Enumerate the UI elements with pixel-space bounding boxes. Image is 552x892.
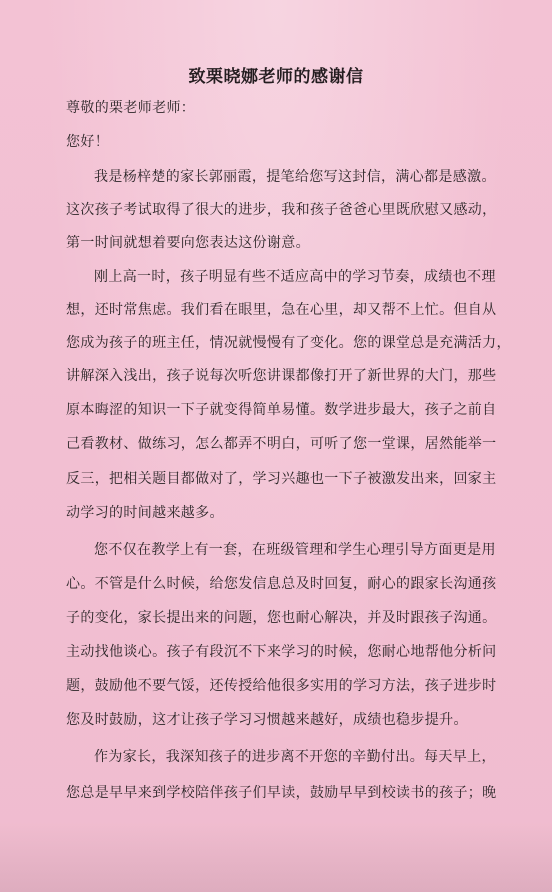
letter-line: 主动找他谈心。孩子有段沉不下来学习的时候，您耐心地帮他分析问 bbox=[66, 644, 497, 660]
letter-greeting: 您好！ bbox=[66, 134, 110, 150]
letter-line: 心。不管是什么时候，给您发信息总及时回复，耐心的跟家长沟通孩 bbox=[66, 576, 497, 592]
letter-line: 想，还时常焦虑。我们看在眼里，急在心里，却又帮不上忙。但自从 bbox=[66, 302, 497, 318]
letter-line: 讲解深入浅出，孩子说每次听您讲课都像打开了新世界的大门，那些 bbox=[66, 368, 497, 384]
letter-line: 动学习的时间越来越多。 bbox=[66, 505, 224, 521]
letter-line: 刚上高一时，孩子明显有些不适应高中的学习节奏，成绩也不理 bbox=[94, 269, 496, 285]
letter-line: 子的变化，家长提出来的问题，您也耐心解决，并及时跟孩子沟通。 bbox=[66, 610, 497, 626]
letter-line: 反三，把相关题目都做对了，学习兴趣也一下子被激发出来，回家主 bbox=[66, 471, 497, 487]
letter-line: 作为家长，我深知孩子的进步离不开您的辛勤付出。每天早上， bbox=[94, 749, 496, 765]
letter-title: 致栗晓娜老师的感谢信 bbox=[188, 67, 364, 87]
letter-line: 原本晦涩的知识一下子就变得简单易懂。数学进步最大，孩子之前自 bbox=[66, 402, 497, 418]
letter-line: 这次孩子考试取得了很大的进步，我和孩子爸爸心里既欣慰又感动， bbox=[66, 202, 497, 218]
letter-salutation: 尊敬的栗老师老师： bbox=[66, 100, 196, 116]
letter-line: 您总是早早来到学校陪伴孩子们早读，鼓励早早到校读书的孩子；晚 bbox=[66, 785, 497, 801]
letter-line: 第一时间就想着要向您表达这份谢意。 bbox=[66, 235, 310, 251]
letter-line: 题，鼓励他不要气馁，还传授给他很多实用的学习方法，孩子进步时 bbox=[66, 678, 497, 694]
letter-line: 您及时鼓励，这才让孩子学习习惯越来越好，成绩也稳步提升。 bbox=[66, 712, 468, 728]
letter-line: 您不仅在教学上有一套，在班级管理和学生心理引导方面更是用 bbox=[94, 542, 496, 558]
letter-line: 您成为孩子的班主任，情况就慢慢有了变化。您的课堂总是充满活力， bbox=[66, 335, 511, 351]
letter-line: 我是杨梓楚的家长郭丽霞，提笔给您写这封信，满心都是感激。 bbox=[94, 169, 496, 185]
letter-line: 己看教材、做练习，怎么都弄不明白，可听了您一堂课，居然能举一 bbox=[66, 436, 497, 452]
